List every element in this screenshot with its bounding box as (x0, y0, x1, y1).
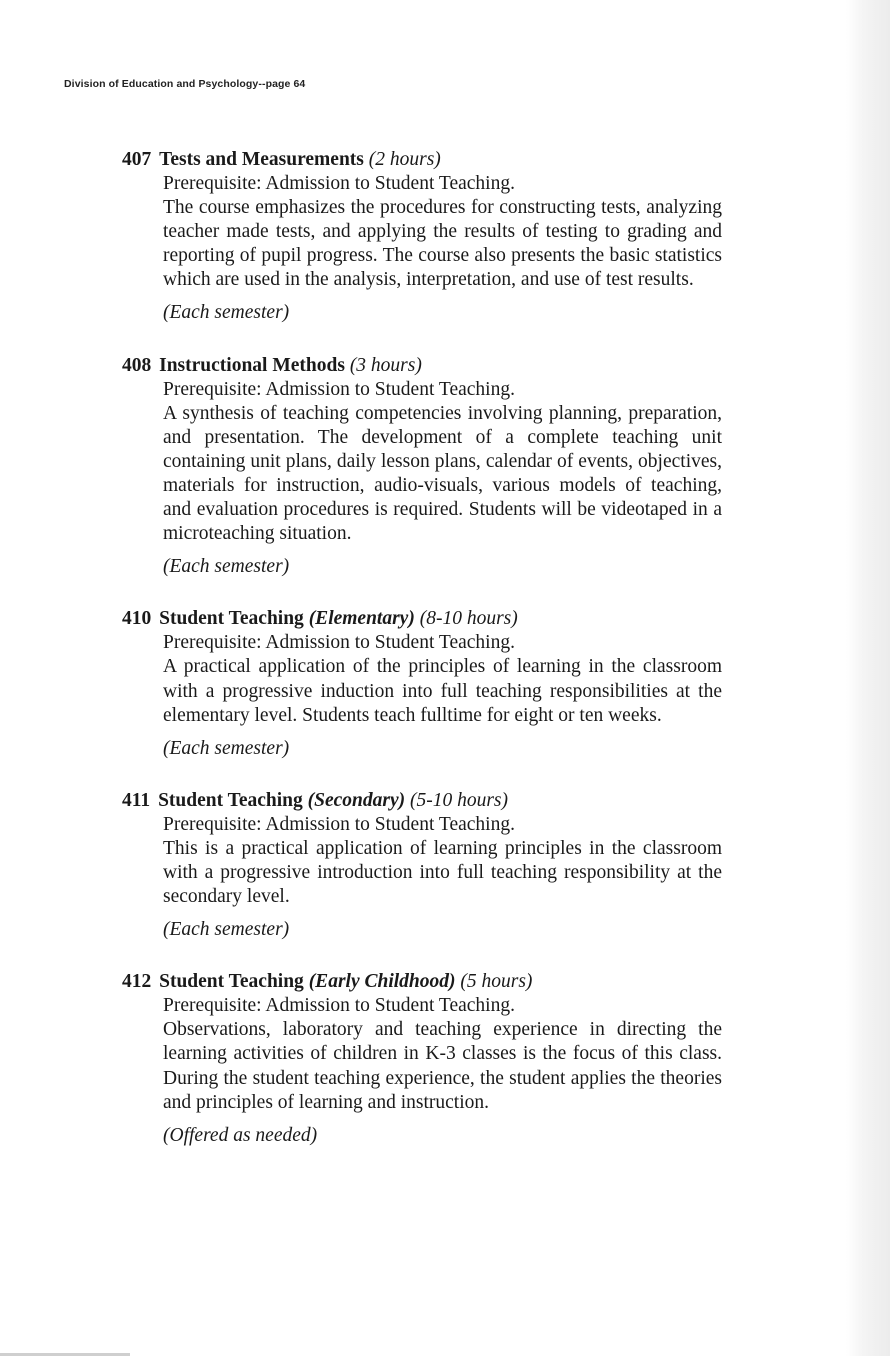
course-body (122, 994, 722, 1148)
course-subtitle: (Early Childhood) (308, 971, 456, 993)
course-title: Instructional Methods (159, 354, 345, 376)
course-body (122, 631, 722, 760)
course-number: 412 (122, 971, 152, 993)
course-hours: (2 hours) (368, 149, 441, 170)
course-entry-410 (122, 606, 722, 760)
course-offered: (Each semester) (163, 919, 290, 941)
course-offered: (Each semester) (163, 737, 290, 759)
course-prerequisite: Prerequisite: Admission to Student Teaching. (163, 995, 515, 1017)
course-number: 408 (122, 354, 152, 376)
course-description: This is a practical application of learning principles in the classroom with a progressive introduction into full teaching responsibility at the secondary level. (163, 837, 722, 908)
course-subtitle: (Elementary) (308, 608, 415, 630)
course-number: 411 (122, 789, 151, 811)
course-offered: (Offered as needed) (163, 1124, 318, 1146)
course-description: A synthesis of teaching competencies involving planning, preparation, and presentation. The development of a complete teaching unit containing unit plans, daily lesson plans, calendar of events, objectives, materials for instruction, audio-visuals, various models of teaching, and evaluation procedures is required. Students will be videotaped in a microteaching situation. (163, 402, 722, 545)
course-body (122, 378, 722, 580)
course-offered: (Each semester) (163, 556, 290, 578)
course-hours: (5-10 hours) (409, 789, 509, 811)
course-hours: (5 hours) (460, 971, 533, 993)
course-title: Tests and Measurements (159, 149, 364, 170)
course-body (122, 172, 722, 326)
course-prerequisite: Prerequisite: Admission to Student Teaching. (163, 173, 515, 194)
course-list (122, 147, 722, 1175)
course-hours: (8-10 hours) (419, 608, 518, 630)
course-description: A practical application of the principles of learning in the classroom with a progressive induction into full teaching responsibilities at the elementary level. Students teach fulltime for eight or ten weeks. (163, 656, 722, 726)
course-heading (122, 606, 722, 631)
course-heading (122, 969, 722, 994)
course-heading (122, 147, 722, 172)
course-title: Student Teaching (159, 971, 304, 993)
running-header: Division of Education and Psychology--page 64 (64, 78, 306, 90)
course-heading (122, 788, 722, 813)
course-heading (122, 353, 722, 378)
course-subtitle: (Secondary) (307, 789, 406, 811)
page-edge-shadow (846, 0, 890, 1356)
course-prerequisite: Prerequisite: Admission to Student Teaching. (163, 632, 515, 654)
course-prerequisite: Prerequisite: Admission to Student Teaching. (163, 378, 515, 400)
course-entry-408 (122, 353, 722, 580)
course-entry-407 (122, 147, 722, 326)
course-body (122, 813, 722, 942)
course-entry-411 (122, 788, 722, 942)
course-description: Observations, laboratory and teaching experience in directing the learning activities of children in K-3 classes is the focus of this class. During the student teaching experience, the student applies the theories and principles of learning and instruction. (163, 1019, 722, 1113)
course-offered: (Each semester) (163, 302, 290, 324)
course-prerequisite: Prerequisite: Admission to Student Teaching. (163, 813, 515, 835)
course-title: Student Teaching (158, 789, 303, 811)
course-number: 407 (122, 149, 152, 170)
course-title: Student Teaching (159, 608, 304, 630)
course-description: The course emphasizes the procedures for constructing tests, analyzing teacher made tests, and applying the results of testing to grading and reporting of pupil progress. The course also presents the basic statistics which are used in the analysis, interpretation, and use of test results. (163, 197, 722, 291)
course-hours: (3 hours) (349, 354, 422, 376)
course-number: 410 (122, 608, 152, 630)
course-entry-412 (122, 969, 722, 1148)
